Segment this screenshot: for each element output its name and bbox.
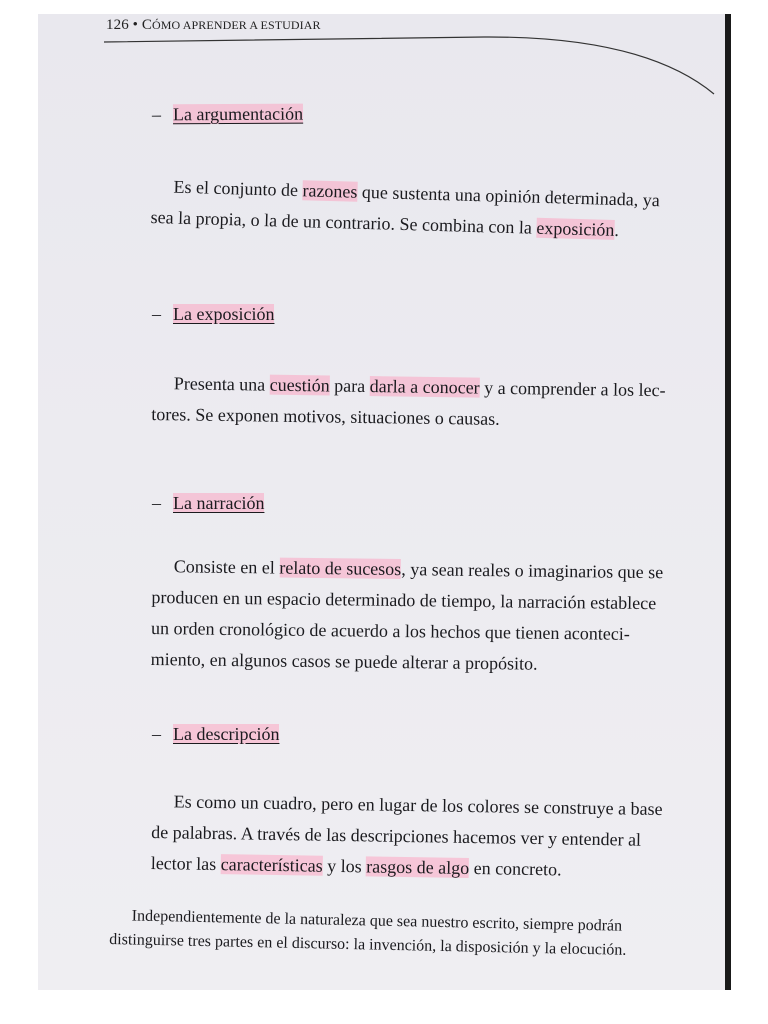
paragraph-line: un orden cronológico de acuerdo a los hechos que tienen aconteci- xyxy=(150,617,630,644)
book-page xyxy=(38,14,730,990)
highlighted-text: cuestión xyxy=(269,374,330,396)
running-header xyxy=(106,17,321,34)
section-heading: – La exposición xyxy=(152,304,275,324)
paragraph-line: Presenta una cuestión para darla a conocer y a comprender a los lec- xyxy=(173,373,666,401)
page-number: 126 xyxy=(106,17,129,33)
section-heading: – La descripción xyxy=(152,724,280,744)
paragraph-line: miento, en algunos casos se puede alterar a propósito. xyxy=(150,648,538,674)
section-heading: – La argumentación xyxy=(151,103,304,125)
book-title: CÓMO APRENDER A ESTUDIAR xyxy=(141,17,321,33)
section-paragraph xyxy=(151,786,663,887)
page-edge xyxy=(725,14,731,990)
section-paragraph xyxy=(151,368,666,437)
closing-paragraph xyxy=(109,904,627,963)
paragraph-line: Es como un cuadro, pero en lugar de los colores se construye a base xyxy=(173,791,663,820)
paragraph-line: lector las características y los rasgos de algo en concreto. xyxy=(150,852,562,880)
paragraph-line: de palabras. A través de las descripciones hacemos ver y entender al xyxy=(151,821,642,850)
highlighted-text: razones xyxy=(302,180,358,202)
highlighted-text: exposición xyxy=(536,217,615,240)
closing-line: Independientemente de la naturaleza que sea nuestro escrito, siempre podrán xyxy=(131,907,623,935)
paragraph-line: Es el conjunto de razones que sustenta una opinión determinada, ya xyxy=(173,176,661,211)
highlighted-text: características xyxy=(220,854,323,876)
section-paragraph xyxy=(150,171,660,247)
paragraph-line: Consiste en el relato de sucesos, ya sean reales o imaginarios que se xyxy=(173,556,664,583)
header-rule xyxy=(104,34,724,104)
paragraph-line: sea la propia, o la de un contrario. Se combina con la exposición. xyxy=(150,206,620,241)
highlighted-text: rasgos de algo xyxy=(366,856,470,878)
section-heading: – La narración xyxy=(152,493,265,513)
paragraph-line: producen en un espacio determinado de tiempo, la narración establece xyxy=(151,586,657,614)
section-paragraph xyxy=(150,551,663,681)
highlighted-text: relato de sucesos xyxy=(279,557,402,580)
header-bullet: • xyxy=(132,17,139,33)
highlighted-text: darla a conocer xyxy=(369,376,480,398)
closing-line: distinguirse tres partes en el discurso: la invención, la disposición y la elocución. xyxy=(109,930,627,959)
paragraph-line: tores. Se exponen motivos, situaciones o causas. xyxy=(151,403,500,429)
